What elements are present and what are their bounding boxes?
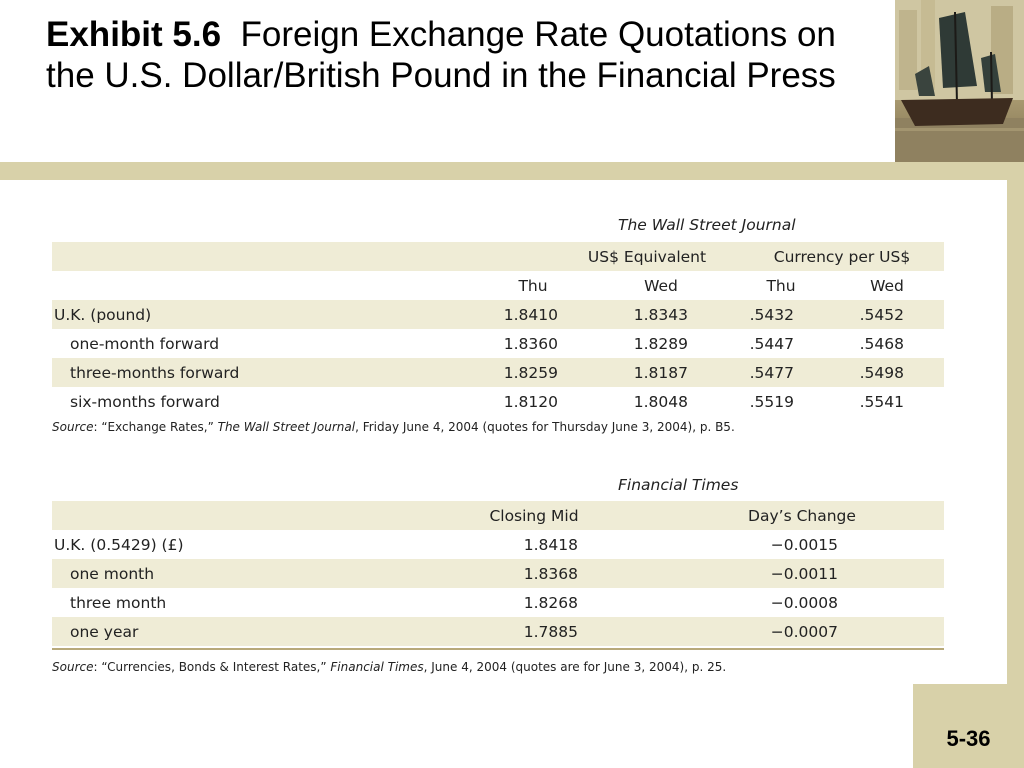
- wsj-day-header: Wed: [644, 277, 678, 295]
- value-cell: 1.8410: [503, 306, 558, 324]
- value-cell: −0.0015: [770, 536, 838, 554]
- ft-header-closing-mid: Closing Mid: [489, 507, 579, 525]
- value-cell: 1.8343: [633, 306, 688, 324]
- value-cell: 1.8289: [633, 335, 688, 353]
- table-row: [52, 530, 944, 559]
- right-decor-bar: [1007, 180, 1024, 684]
- table-row: [52, 588, 944, 617]
- source-publication: Financial Times: [330, 660, 424, 674]
- table-row: [52, 387, 944, 416]
- ft-header-days-change: Day’s Change: [748, 507, 856, 525]
- wsj-source-note: [52, 420, 735, 434]
- title-divider-band: [0, 162, 1024, 180]
- table-row: [52, 358, 944, 387]
- ft-header-row: [52, 501, 944, 530]
- ft-publication-title: Financial Times: [618, 476, 739, 494]
- value-cell: 1.8120: [503, 393, 558, 411]
- exhibit-number: Exhibit 5.6: [46, 15, 222, 54]
- value-cell: 1.8268: [523, 594, 578, 612]
- source-text: : “Exchange Rates,”: [93, 420, 218, 434]
- table-row: [52, 300, 944, 329]
- value-cell: 1.8048: [633, 393, 688, 411]
- wsj-day-header: Thu: [766, 277, 796, 295]
- value-cell: 1.8259: [503, 364, 558, 382]
- source-label: Source: [52, 420, 94, 434]
- table-row: [52, 329, 944, 358]
- value-cell: −0.0007: [770, 623, 838, 641]
- table-bottom-rule: [52, 648, 944, 650]
- row-label: one month: [70, 565, 155, 583]
- row-label: three-months forward: [70, 364, 240, 382]
- wsj-publication-title: The Wall Street Journal: [618, 216, 796, 234]
- slide-title: [46, 14, 886, 96]
- wsj-header-currency-per-usd: Currency per US$: [773, 248, 911, 266]
- value-cell: .5498: [859, 364, 904, 382]
- value-cell: −0.0011: [770, 565, 838, 583]
- value-cell: .5432: [749, 306, 794, 324]
- value-cell: 1.7885: [523, 623, 578, 641]
- value-cell: 1.8360: [503, 335, 558, 353]
- wsj-day-header-row: [52, 271, 944, 300]
- row-label: six-months forward: [70, 393, 220, 411]
- value-cell: −0.0008: [770, 594, 838, 612]
- table-row: [52, 559, 944, 588]
- row-label: three month: [70, 594, 167, 612]
- value-cell: 1.8418: [523, 536, 578, 554]
- wsj-group-header-row: [52, 242, 944, 271]
- source-label: Source: [52, 660, 94, 674]
- value-cell: .5452: [859, 306, 904, 324]
- ft-source-note: [52, 660, 726, 674]
- ft-table: [52, 476, 944, 686]
- row-label: U.K. (0.5429) (£): [54, 536, 184, 554]
- source-text: , June 4, 2004 (quotes are for June 3, 2004), p. 25.: [423, 660, 727, 674]
- exhibit-title: Foreign Exchange Rate Quotations on the U.S. Dollar/British Pound in the Financial Press: [46, 15, 836, 95]
- value-cell: .5447: [749, 335, 794, 353]
- source-text: : “Currencies, Bonds & Interest Rates,”: [93, 660, 331, 674]
- page-number: 5-36: [946, 726, 991, 751]
- value-cell: 1.8368: [523, 565, 578, 583]
- row-label: U.K. (pound): [54, 306, 152, 324]
- wsj-header-usd-equivalent: US$ Equivalent: [587, 248, 707, 266]
- wsj-day-header: Thu: [518, 277, 548, 295]
- source-text: , Friday June 4, 2004 (quotes for Thursday June 3, 2004), p. B5.: [355, 420, 735, 434]
- source-publication: The Wall Street Journal: [217, 420, 356, 434]
- value-cell: .5477: [749, 364, 794, 382]
- value-cell: .5468: [859, 335, 904, 353]
- row-label: one year: [70, 623, 139, 641]
- value-cell: .5519: [749, 393, 794, 411]
- value-cell: 1.8187: [633, 364, 688, 382]
- wsj-day-header: Wed: [870, 277, 904, 295]
- value-cell: .5541: [859, 393, 904, 411]
- junk-boat-photo: [895, 0, 1024, 162]
- row-label: one-month forward: [70, 335, 220, 353]
- wsj-table: [52, 216, 944, 446]
- table-row: [52, 617, 944, 646]
